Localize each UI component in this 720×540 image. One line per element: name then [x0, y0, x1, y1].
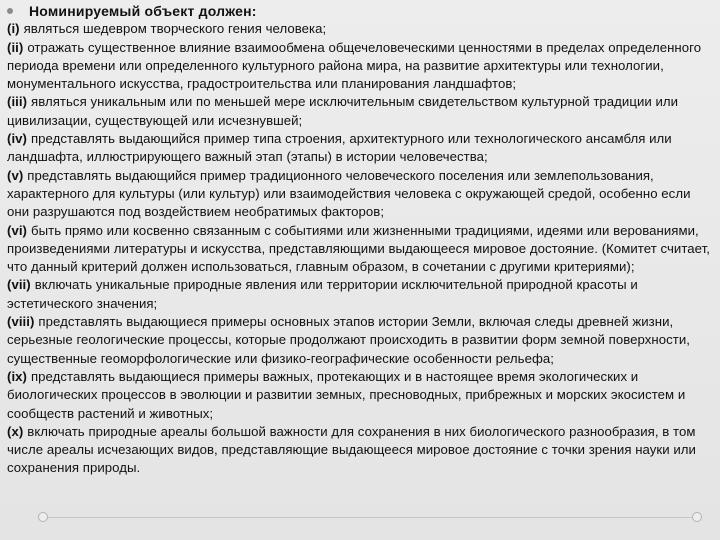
title-text: Номинируемый объект должен: — [29, 3, 257, 19]
criterion-text: представлять выдающиеся примеры основных этапов истории Земли, включая следы древней жизни, серьезные геологические процессы, которые продолжают происходить в развитии форм земной поверхности, существенные геоморфологические или физико-географические особенности рельефа; — [7, 314, 690, 366]
criterion-text: представлять выдающийся пример типа строения, архитектурного или технологического ансамбля или ландшафта, иллюстрирующего важный этап (этапы) в истории человечества; — [7, 131, 672, 165]
criterion-text: являться уникальным или по меньшей мере исключительным свидетельством культурной традиции или цивилизации, существующей или исчезнувшей; — [7, 94, 679, 128]
criterion-item — [7, 276, 713, 313]
criterion-text: быть прямо или косвенно связанным с событиями или жизненными традициями, идеями или верованиями, произведениями литературы и искусства, представляющими выдающееся мировое достояние. (Комитет считает, что данный критерий должен использоваться, главным образом, в сочетании с другими критериями); — [7, 222, 710, 275]
criterion-item — [7, 368, 713, 423]
criterion-item — [7, 39, 713, 94]
bullet-icon — [7, 8, 13, 14]
decorative-dot-right — [692, 512, 702, 522]
criterion-text: представлять выдающиеся примеры важных, протекающих и в настоящее время экологических и биологических процессов в эволюции и развитии земных, пресноводных, прибрежных и морских экосистем и сообществ растений и животных; — [7, 368, 686, 421]
criterion-text: включать уникальные природные явления или территории исключительной природной красоты и эстетического значения; — [7, 277, 638, 311]
decorative-dot-left — [38, 512, 48, 522]
criterion-text: включать природные ареалы большой важности для сохранения в них биологического разнообразия, в том числе ареалы исчезающих видов, представляющие выдающееся мировое достояние с точки зрения науки или сохранения природы. — [7, 423, 696, 476]
decorative-line — [40, 517, 696, 518]
criterion-text: являться шедевром творческого гения человека; — [23, 21, 327, 37]
criterion-number: (vi) — [7, 222, 27, 238]
criterion-number: (ii) — [7, 39, 24, 55]
criterion-item — [7, 423, 713, 478]
slide-title — [7, 2, 713, 20]
criterion-item — [7, 167, 713, 222]
criterion-number: (i) — [7, 21, 20, 37]
criterion-item — [7, 222, 713, 277]
criterion-number: (viii) — [7, 314, 35, 330]
criterion-number: (iii) — [7, 94, 28, 110]
criterion-text: отражать существенное влияние взаимообмена общечеловеческими ценностями в пределах определенного периода времени или определенного культурного района мира, на развитие архитектуры или технологии, монументального искусства, градостроительства или планирования ландшафтов; — [7, 39, 702, 92]
criterion-number: (x) — [7, 423, 24, 439]
criterion-number: (v) — [7, 167, 24, 183]
criterion-item — [7, 93, 713, 130]
criterion-number: (vii) — [7, 277, 31, 293]
criterion-item — [7, 313, 713, 368]
criterion-item — [7, 130, 713, 167]
criterion-number: (ix) — [7, 368, 27, 384]
slide-content — [7, 2, 713, 478]
criterion-item — [7, 20, 713, 38]
criterion-number: (iv) — [7, 131, 27, 147]
criterion-text: представлять выдающийся пример традиционного человеческого поселения или землепользования, характерного для культуры (или культур) или взаимодействия человека с окружающей средой, особенно если они разрушаются под воздействием необратимых факторов; — [7, 167, 691, 220]
